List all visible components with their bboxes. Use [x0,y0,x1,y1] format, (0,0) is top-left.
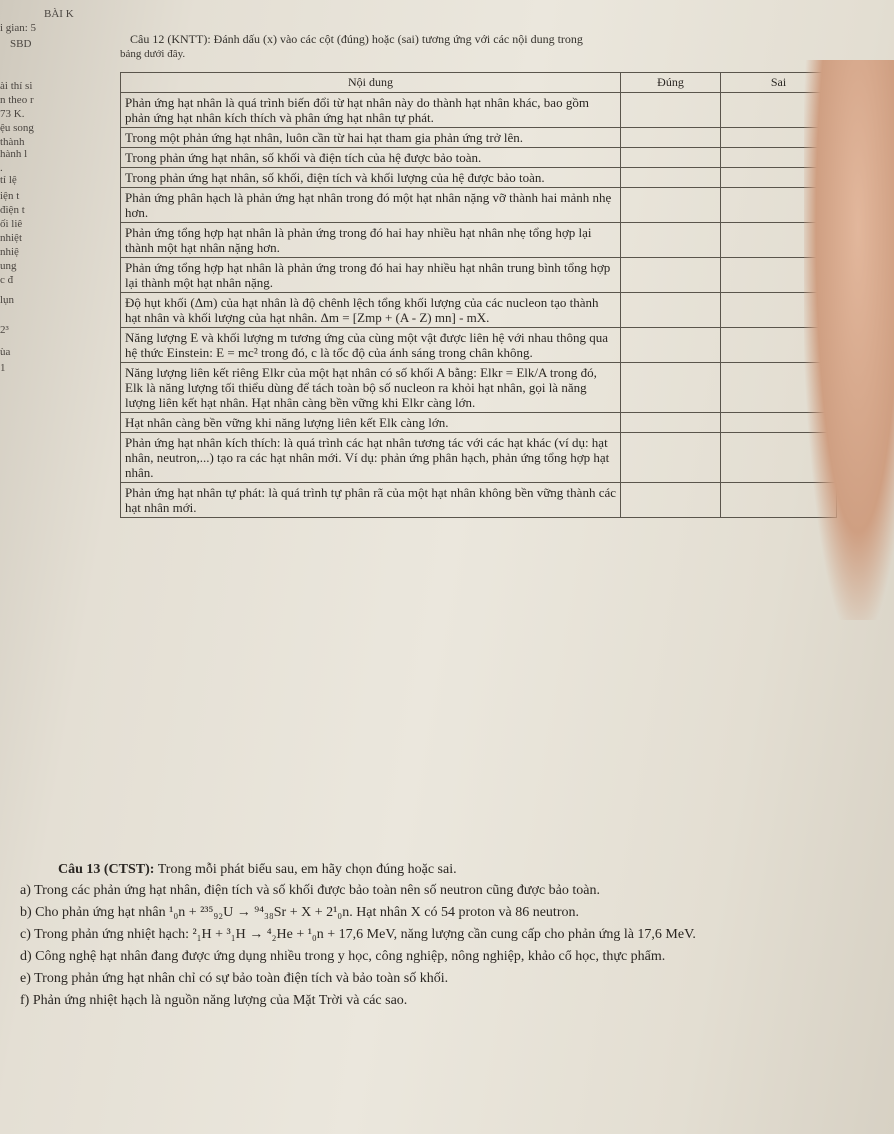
q13-statement: c) Trong phản ứng nhiệt hạch: ²₁H + ³₁H → ⁴₂He + ¹₀n + 17,6 MeV, năng lượng cần cung cấp cho phản ứng là 17,6 MeV. [20,927,696,942]
table-row [121,328,837,363]
answer-cell-yes[interactable] [621,483,721,518]
table-row [121,93,837,128]
q13-title [58,862,850,878]
answer-cell-yes[interactable] [621,93,721,128]
table-row [121,433,837,483]
q13-statements [10,882,850,1010]
margin-fragment: điện t [0,204,25,216]
table-header-row [121,73,837,93]
row-content: Phản ứng hạt nhân kích thích: là quá trình các hạt nhân tương tác với các hạt khác (ví dụ: hạt nhân, neutron,...) tạo ra các hạt nhân mới. Ví dụ: phản ứng phân hạch, phản ứng tổng hợp hạt nhân. [121,433,621,483]
q13-statement: a) Trong các phản ứng hạt nhân, điện tích và số khối được bảo toàn nên số neutron cũng được bảo toàn. [20,883,600,898]
header-sbd: SBD [10,38,32,50]
answer-cell-yes[interactable] [621,258,721,293]
answer-cell-yes[interactable] [621,168,721,188]
q13-statement: f) Phản ứng nhiệt hạch là nguồn năng lượng của Mặt Trời và các sao. [20,993,408,1008]
margin-fragment: lụn [0,294,15,306]
row-content: Phản ứng tổng hợp hạt nhân là phản ứng trong đó hai hay nhiều hạt nhân nhẹ tổng hợp lại thành một hạt nhân nặng hơn. [121,223,621,258]
answer-cell-yes[interactable] [621,223,721,258]
margin-fragment: ệu song [0,122,34,134]
table-row [121,413,837,433]
table-row [121,363,837,413]
answer-cell-yes[interactable] [621,433,721,483]
margin-fragment: ung [0,260,17,272]
q13-section [10,862,850,1010]
margin-fragment: nhiệ [0,246,19,258]
margin-fragment: 1 [0,362,6,374]
answer-cell-yes[interactable] [621,328,721,363]
margin-fragment: 2³ [0,324,9,336]
q12-subtitle: bảng dưới đây. [120,48,186,60]
margin-fragment: hành l [0,148,28,160]
margin-fragment: . [0,162,3,174]
margin-fragment: thành [0,136,25,148]
row-content: Trong phản ứng hạt nhân, số khối, điện tích và khối lượng của hệ được bảo toàn. [121,168,621,188]
answer-cell-yes[interactable] [621,413,721,433]
row-content: Hạt nhân càng bền vững khi năng lượng liên kết Elk càng lớn. [121,413,621,433]
header-top-label: BÀI K [44,8,74,20]
answer-cell-yes[interactable] [621,293,721,328]
margin-fragment: nhiệt [0,232,22,244]
q13-statement: b) Cho phản ứng hạt nhân ¹₀n + ²³⁵₉₂U → ⁹⁴₃₈Sr + X + 2¹₀n. Hạt nhân X có 54 proton và 86 neutron. [20,905,579,920]
header-content: Nội dung [121,73,621,93]
answer-cell-yes[interactable] [621,188,721,223]
q13-statement: e) Trong phản ứng hạt nhân chỉ có sự bảo toàn điện tích và bảo toàn số khối. [20,971,449,986]
row-content: Năng lượng E và khối lượng m tương ứng của cùng một vật được liên hệ với nhau thông qua hệ thức Einstein: E = mc² trong đó, c là tốc độ của ánh sáng trong chân không. [121,328,621,363]
table-row [121,148,837,168]
table-row [121,128,837,148]
row-content: Năng lượng liên kết riêng Elkr của một hạt nhân có số khối A bằng: Elkr = Elk/A trong đó, Elk là năng lượng tối thiểu dùng để tách toàn bộ số nucleon ra khỏi hạt nhân, gọi là năng lượng liên kết hạt nhân. Hạt nhân càng bền vững khi Elkr càng lớn. [121,363,621,413]
margin-fragment: ài thí si [0,80,33,92]
table-row [121,223,837,258]
row-content: Trong một phản ứng hạt nhân, luôn cần từ hai hạt tham gia phản ứng trở lên. [121,128,621,148]
margin-fragment: ối liê [0,218,23,230]
q13-title-bold: Câu 13 (CTST): [58,862,155,877]
margin-fragment: 73 K. [0,108,25,120]
hand-photo-overlay [804,60,894,620]
margin-fragment: c đ [0,274,14,286]
header-yes: Đúng [621,73,721,93]
table-row [121,168,837,188]
margin-fragment: ùa [0,346,11,358]
row-content: Phản ứng phân hạch là phản ứng hạt nhân trong đó một hạt nhân nặng vỡ thành hai mảnh nhẹ hơn. [121,188,621,223]
row-content: Phản ứng hạt nhân tự phát: là quá trình tự phân rã của một hạt nhân không bền vững thành các hạt nhân mới. [121,483,621,518]
answer-cell-yes[interactable] [621,128,721,148]
margin-fragment: tỉ lệ [0,174,17,186]
header-no: Sai [721,73,837,93]
header-time-label: i gian: 5 [0,22,37,34]
row-content: Độ hụt khối (Δm) của hạt nhân là độ chênh lệch tổng khối lượng của các nucleon tạo thành hạt nhân và khối lượng của hạt nhân. Δm = [Zmp + (A - Z) mn] - mX. [121,293,621,328]
q12-title: Câu 12 (KNTT): Đánh dấu (x) vào các cột (đúng) hoặc (sai) tương ứng với các nội dung trong [130,32,583,46]
answer-cell-yes[interactable] [621,363,721,413]
q12-table [120,72,837,518]
margin-fragment: n theo r [0,94,34,106]
table-row [121,188,837,223]
row-content: Phản ứng hạt nhân là quá trình biến đổi từ hạt nhân này do thành hạt nhân khác, bao gồm phản ứng hạt nhân kích thích và phân ứng hạt nhân tự phát. [121,93,621,128]
q13-statement: d) Công nghệ hạt nhân đang được ứng dụng nhiều trong y học, công nghiệp, nông nghiệp, khảo cổ học, thực phẩm. [20,949,666,964]
table-row [121,258,837,293]
table-row [121,483,837,518]
row-content: Trong phản ứng hạt nhân, số khối và điện tích của hệ được bảo toàn. [121,148,621,168]
answer-cell-yes[interactable] [621,148,721,168]
table-row [121,293,837,328]
q13-title-rest: Trong mỗi phát biểu sau, em hãy chọn đúng hoặc sai. [154,862,457,877]
margin-fragment: iện t [0,190,20,202]
row-content: Phản ứng tổng hợp hạt nhân là phản ứng trong đó hai hay nhiều hạt nhân trung bình tổng hợp lại thành một hạt nhân nặng. [121,258,621,293]
